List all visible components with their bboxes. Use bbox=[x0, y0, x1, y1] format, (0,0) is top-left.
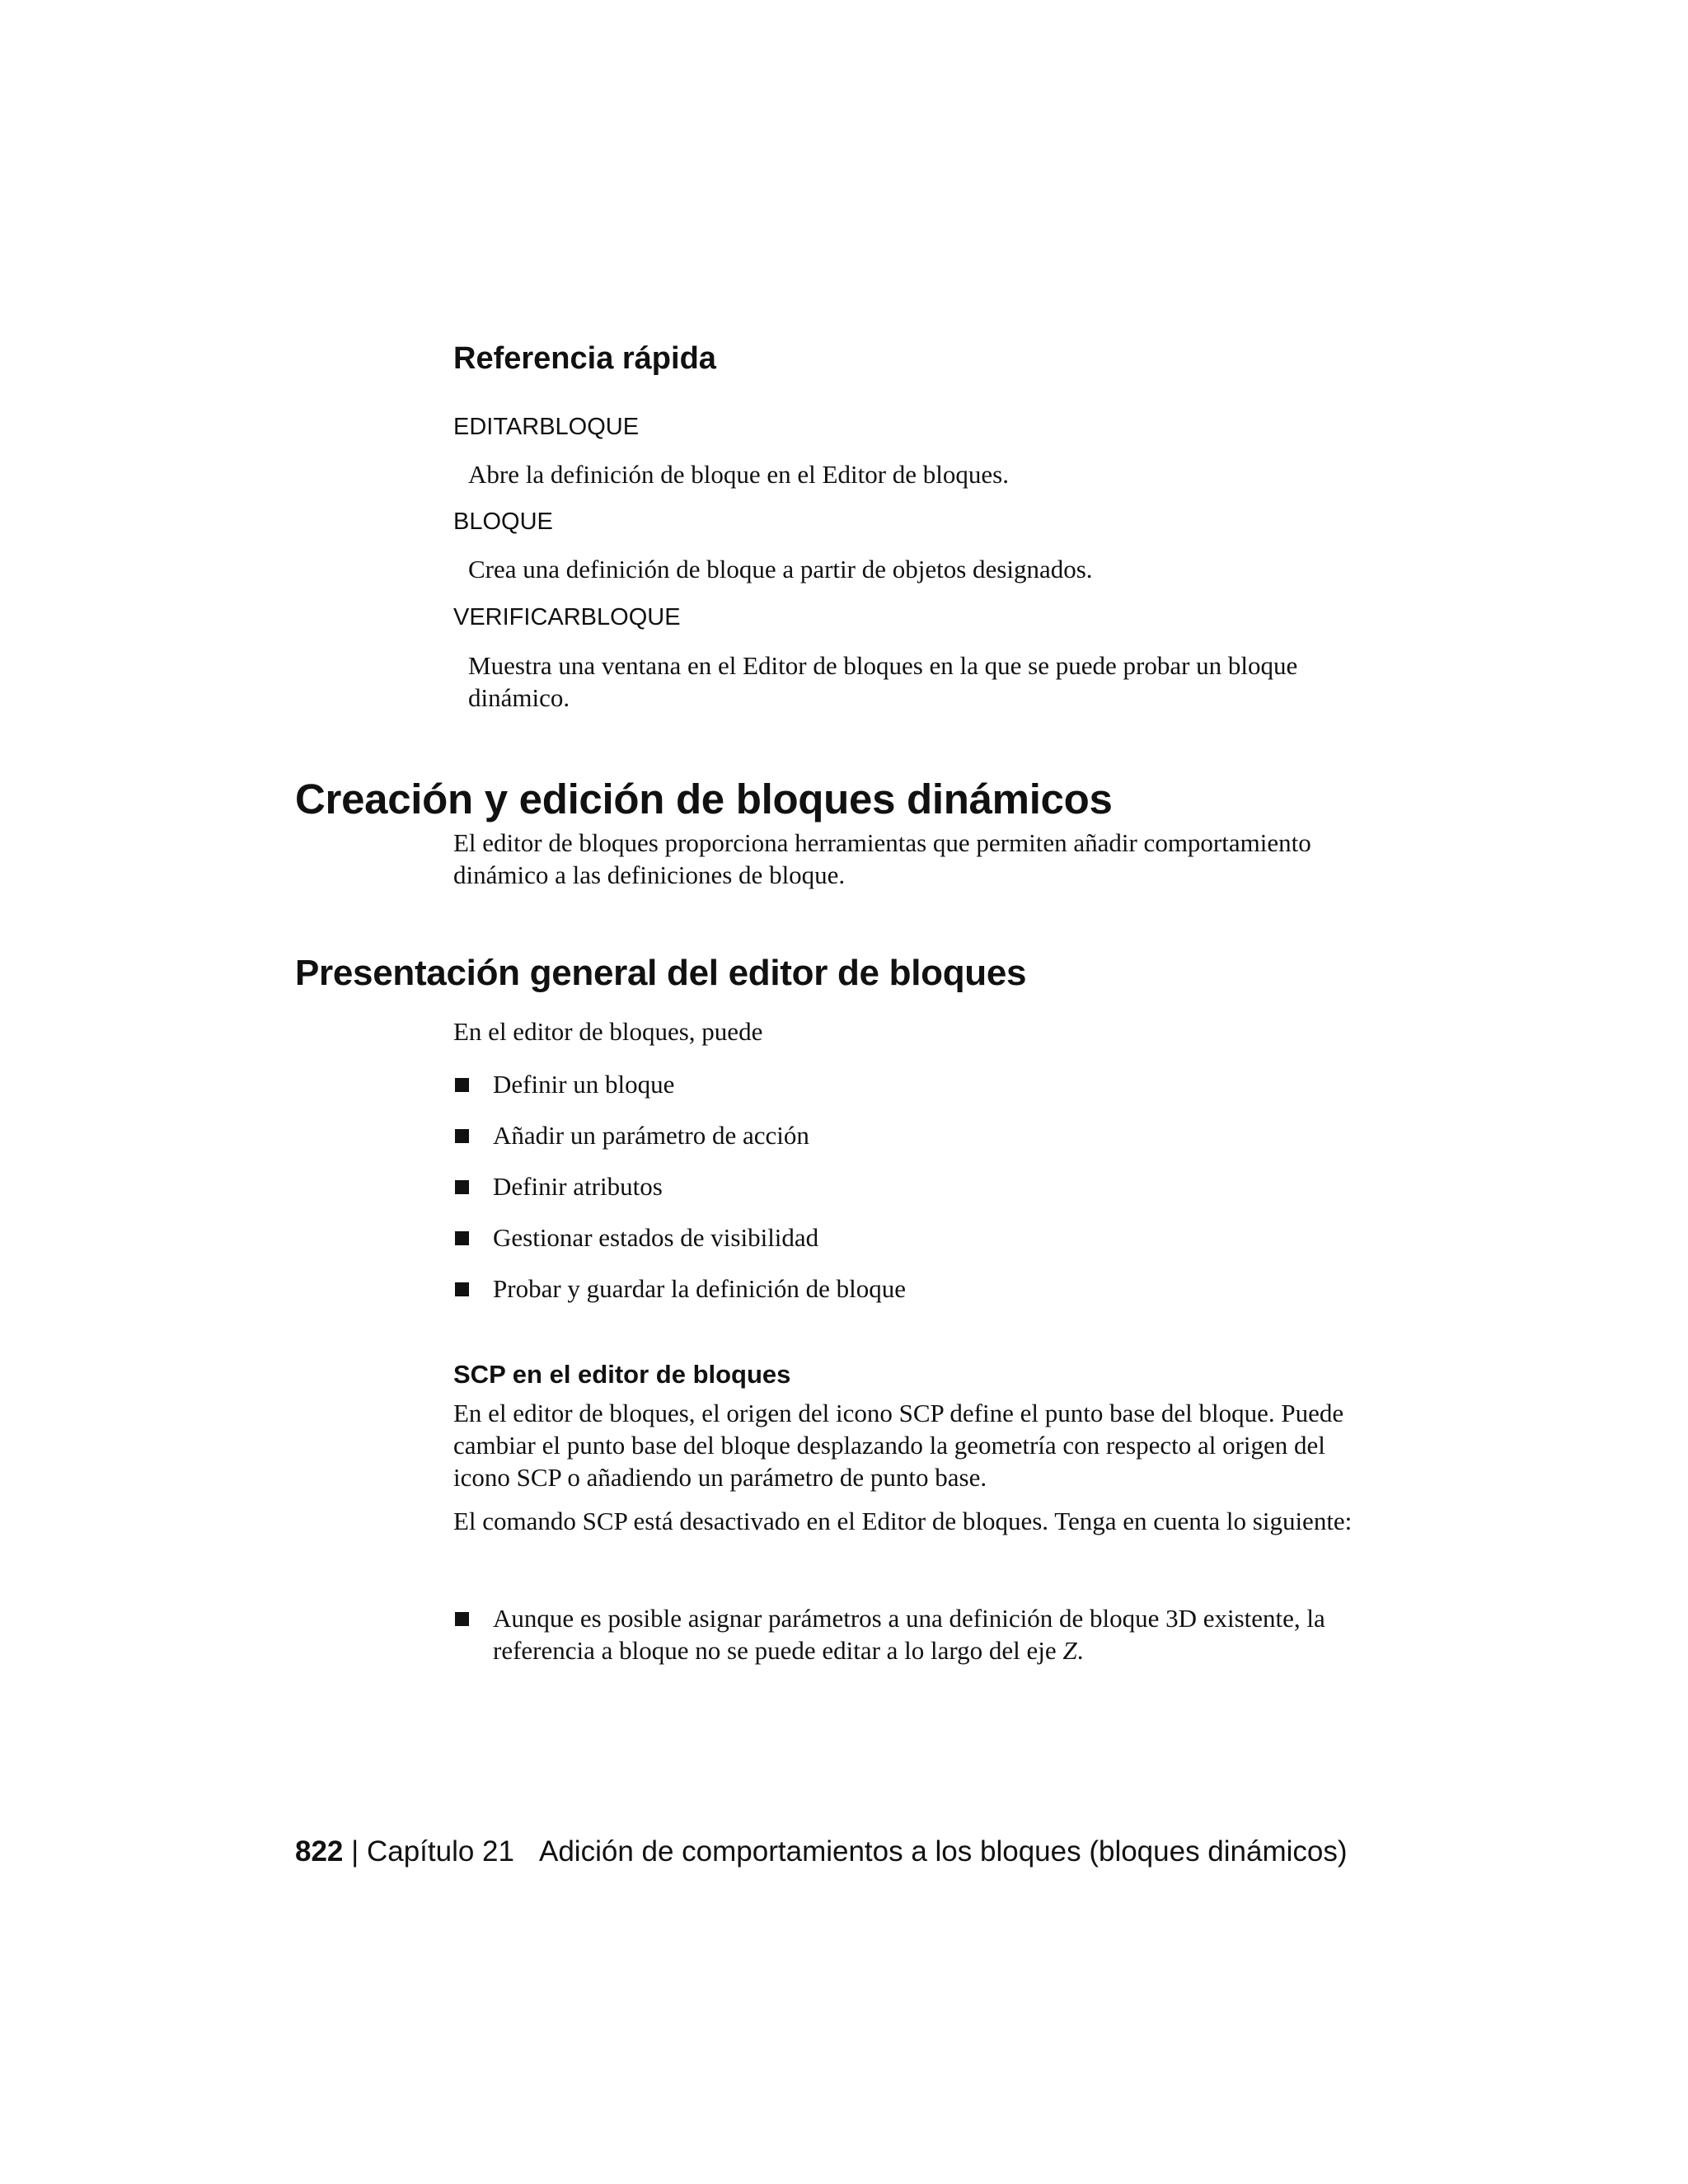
section-intro: En el editor de bloques, puede bbox=[453, 1017, 763, 1046]
quick-reference-heading: Referencia rápida bbox=[453, 341, 716, 376]
axis-label: Z bbox=[1062, 1636, 1077, 1665]
list-item-text: Añadir un parámetro de acción bbox=[493, 1121, 809, 1150]
footer-separator: | bbox=[351, 1835, 359, 1868]
command-name-verificarbloque: VERIFICARBLOQUE bbox=[453, 604, 681, 630]
subsection-paragraph-1: En el editor de bloques, el origen del icono SCP define el punto base del bloque. Puede cambiar el punto base del bloque desplazando la geometría con respecto al origen del icono SCP o añadiendo un parámetro de punto base. bbox=[453, 1399, 1344, 1492]
bullet-square-icon bbox=[455, 1282, 469, 1296]
list-item bbox=[453, 1272, 1360, 1324]
list-item-text: Definir un bloque bbox=[493, 1070, 675, 1099]
feature-list bbox=[453, 1068, 1360, 1324]
section-title-creacion: Creación y edición de bloques dinámicos bbox=[295, 776, 1113, 823]
command-description-verificarbloque: Muestra una ventana en el Editor de bloques en la que se puede probar un bloque dinámico. bbox=[468, 651, 1298, 712]
list-item bbox=[453, 1068, 1360, 1119]
list-item bbox=[453, 1602, 1360, 1666]
subsection-title-scp: SCP en el editor de bloques bbox=[453, 1360, 791, 1389]
list-item-text: Probar y guardar la definición de bloque bbox=[493, 1274, 906, 1303]
command-description-bloque: Crea una definición de bloque a partir de objetos designados. bbox=[468, 555, 1093, 583]
bullet-square-icon bbox=[455, 1231, 469, 1245]
bullet-square-icon bbox=[455, 1078, 469, 1092]
section-title-presentacion: Presentación general del editor de bloques bbox=[295, 953, 1027, 993]
bullet-square-icon bbox=[455, 1180, 469, 1194]
list-item-text: Definir atributos bbox=[493, 1172, 663, 1201]
list-item bbox=[453, 1119, 1360, 1170]
list-item bbox=[453, 1170, 1360, 1221]
page-number: 822 bbox=[295, 1835, 344, 1868]
chapter-label: Capítulo 21 bbox=[366, 1835, 514, 1868]
list-item-end: . bbox=[1076, 1636, 1084, 1665]
command-description-editarbloque: Abre la definición de bloque en el Editor de bloques. bbox=[468, 460, 1009, 489]
section-paragraph-creacion: El editor de bloques proporciona herramientas que permiten añadir comportamiento dinámico a las definiciones de bloque. bbox=[453, 828, 1311, 889]
chapter-title: Adición de comportamientos a los bloques (bloques dinámicos) bbox=[539, 1835, 1348, 1868]
page-footer bbox=[295, 1835, 1348, 1868]
bullet-square-icon bbox=[455, 1129, 469, 1143]
list-item-text: Gestionar estados de visibilidad bbox=[493, 1223, 819, 1252]
subsection-paragraph-2: El comando SCP está desactivado en el Editor de bloques. Tenga en cuenta lo siguiente: bbox=[453, 1507, 1353, 1535]
command-name-bloque: BLOQUE bbox=[453, 509, 553, 535]
bullet-square-icon bbox=[455, 1612, 469, 1626]
list-item bbox=[453, 1221, 1360, 1272]
list-item-text: Aunque es posible asignar parámetros a una definición de bloque 3D existente, la referencia a bloque no se puede editar a lo largo del eje bbox=[493, 1604, 1325, 1665]
command-name-editarbloque: EDITARBLOQUE bbox=[453, 414, 640, 440]
